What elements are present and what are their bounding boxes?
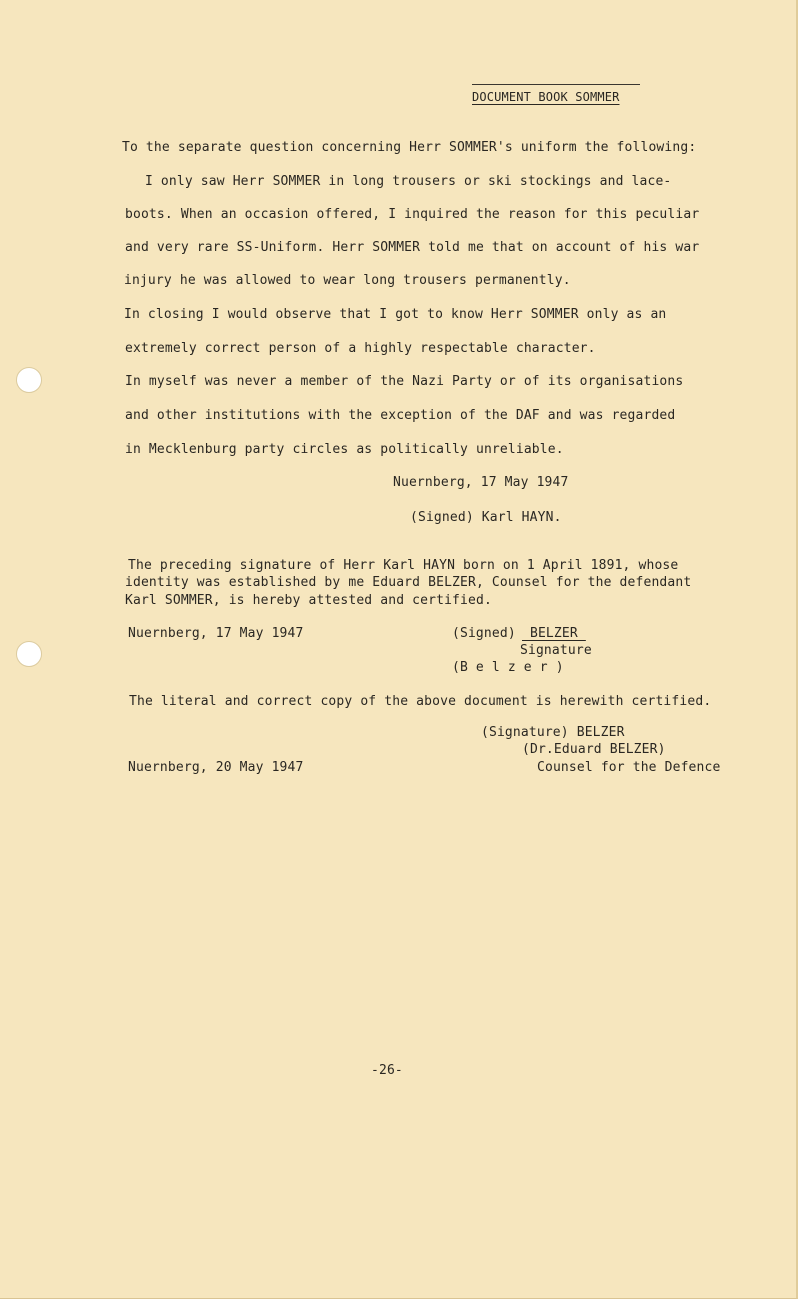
page-number: -26- (371, 1063, 403, 1078)
attestation-line: Karl SOMMER, is hereby attested and certified. (125, 593, 492, 608)
header-rule (472, 84, 640, 85)
body-line: and other institutions with the exception of the DAF and was regarded (125, 408, 676, 423)
attestation-signed-name: BELZER (522, 626, 586, 641)
certification-place-date: Nuernberg, 20 May 1947 (128, 760, 304, 775)
punch-hole-top (16, 367, 42, 393)
statement-signature: (Signed) Karl HAYN. (410, 510, 562, 525)
certification-text: The literal and correct copy of the above document is herewith certified. (129, 694, 712, 709)
statement-place-date: Nuernberg, 17 May 1947 (393, 475, 569, 490)
attestation-line: The preceding signature of Herr Karl HAYN born on 1 April 1891, whose (128, 558, 679, 573)
attestation-line: identity was established by me Eduard BELZER, Counsel for the defendant (125, 575, 692, 590)
attestation-place-date: Nuernberg, 17 May 1947 (128, 626, 304, 641)
signer-name-spaced: (B e l z e r ) (452, 660, 564, 675)
attestation-signed-prefix: (Signed) (452, 626, 516, 641)
certification-name: (Dr.Eduard BELZER) (522, 742, 666, 757)
body-line: I only saw Herr SOMMER in long trousers or ski stockings and lace- (129, 174, 672, 189)
certification-role: Counsel for the Defence (537, 760, 721, 775)
body-line: injury he was allowed to wear long trousers permanently. (124, 273, 571, 288)
signature-label: Signature (520, 643, 592, 658)
body-line: and very rare SS-Uniform. Herr SOMMER told me that on account of his war (125, 240, 700, 255)
body-line: boots. When an occasion offered, I inquired the reason for this peculiar (125, 207, 700, 222)
body-line: To the separate question concerning Herr SOMMER's uniform the following: (122, 140, 697, 155)
punch-hole-bottom (16, 641, 42, 667)
body-line: in Mecklenburg party circles as politically unreliable. (125, 442, 564, 457)
body-line: In closing I would observe that I got to know Herr SOMMER only as an (124, 307, 667, 322)
body-line: extremely correct person of a highly respectable character. (125, 341, 596, 356)
body-line: In myself was never a member of the Nazi Party or of its organisations (125, 374, 684, 389)
document-header-title: DOCUMENT BOOK SOMMER (472, 90, 620, 104)
certification-signature: (Signature) BELZER (481, 725, 625, 740)
